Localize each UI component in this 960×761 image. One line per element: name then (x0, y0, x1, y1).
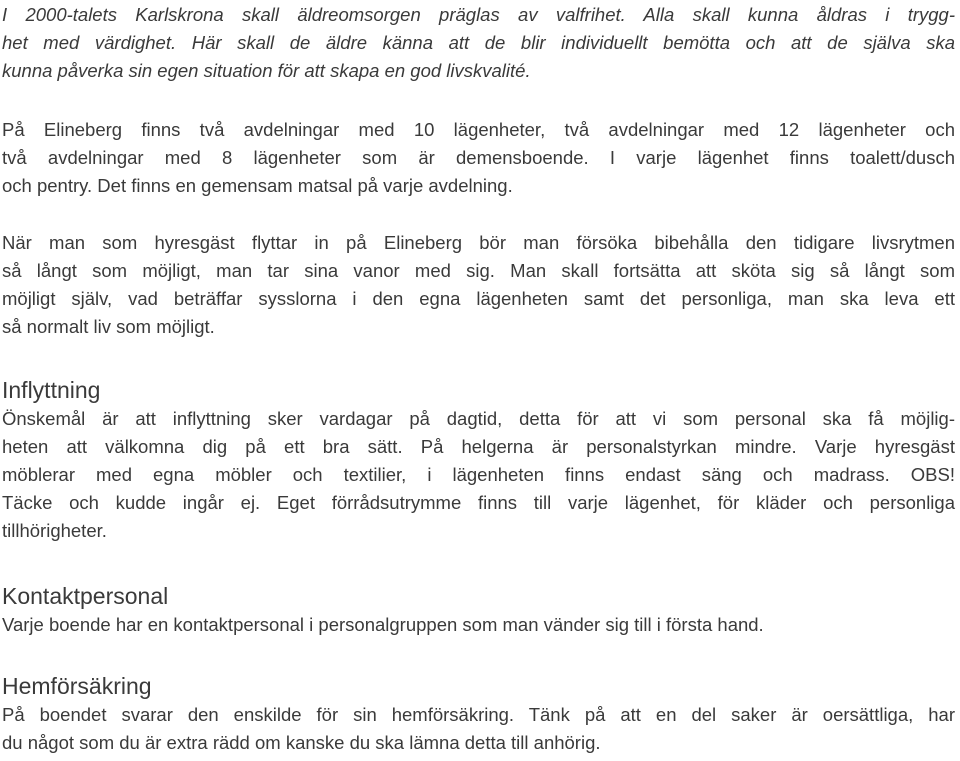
text-line: På boendet svarar den enskilde för sin hemförsäkring. Tänk på att en del saker är oersättliga, har (2, 704, 955, 725)
text-line: tillhörigheter. (2, 520, 107, 541)
text-line: så normalt liv som möjligt. (2, 316, 215, 337)
hemforsakring-section (2, 671, 955, 757)
text-line: Önskemål är att inflyttning sker vardagar på dagtid, detta för att vi som personal ska få möjlig- (2, 408, 955, 429)
text-line: och pentry. Det finns en gemensam matsal på varje avdelning. (2, 175, 513, 196)
text-line: På Elineberg finns två avdelningar med 10 lägenheter, två avdelningar med 12 lägenheter och (2, 119, 955, 140)
text-line: möjligt själv, vad beträffar sysslorna i den egna lägenheten samt det personliga, man ska leva ett (2, 288, 955, 309)
text-line: Täcke och kudde ingår ej. Eget förrådsutrymme finns till varje lägenhet, för kläder och personliga (2, 492, 955, 513)
text-line: I 2000-talets Karlskrona skall äldreomsorgen präglas av valfrihet. Alla skall kunna åldras i trygg- (2, 4, 955, 25)
text-line: så långt som möjligt, man tar sina vanor med sig. Man skall fortsätta att sköta sig så långt som (2, 260, 955, 281)
text-line: du något som du är extra rädd om kanske du ska lämna detta till anhörig. (2, 732, 601, 753)
inflyttning-section (2, 375, 955, 545)
intro-paragraph (2, 1, 955, 85)
text-line: kunna påverka sin egen situation för att skapa en god livskvalité. (2, 60, 531, 81)
section-heading: Inflyttning (2, 377, 101, 403)
text-line: heten att välkomna dig på ett bra sätt. På helgerna är personalstyrkan mindre. Varje hyresgäst (2, 436, 955, 457)
text-line: två avdelningar med 8 lägenheter som är demensboende. I varje lägenhet finns toalett/dusch (2, 147, 955, 168)
section-heading: Kontaktpersonal (2, 583, 169, 609)
text-line: När man som hyresgäst flyttar in på Elineberg bör man försöka bibehålla den tidigare livsrytmen (2, 232, 955, 253)
tenant-paragraph (2, 229, 955, 341)
text-line: möblerar med egna möbler och textilier, i lägenheten finns endast säng och madrass. OBS! (2, 464, 955, 485)
text-line: het med värdighet. Här skall de äldre känna att de blir individuellt bemötta och att de själva ska (2, 32, 955, 53)
section-heading: Hemförsäkring (2, 673, 152, 699)
text-line: Varje boende har en kontaktpersonal i personalgruppen som man vänder sig till i första hand. (2, 614, 764, 635)
kontaktpersonal-section (2, 581, 955, 639)
units-paragraph (2, 116, 955, 200)
